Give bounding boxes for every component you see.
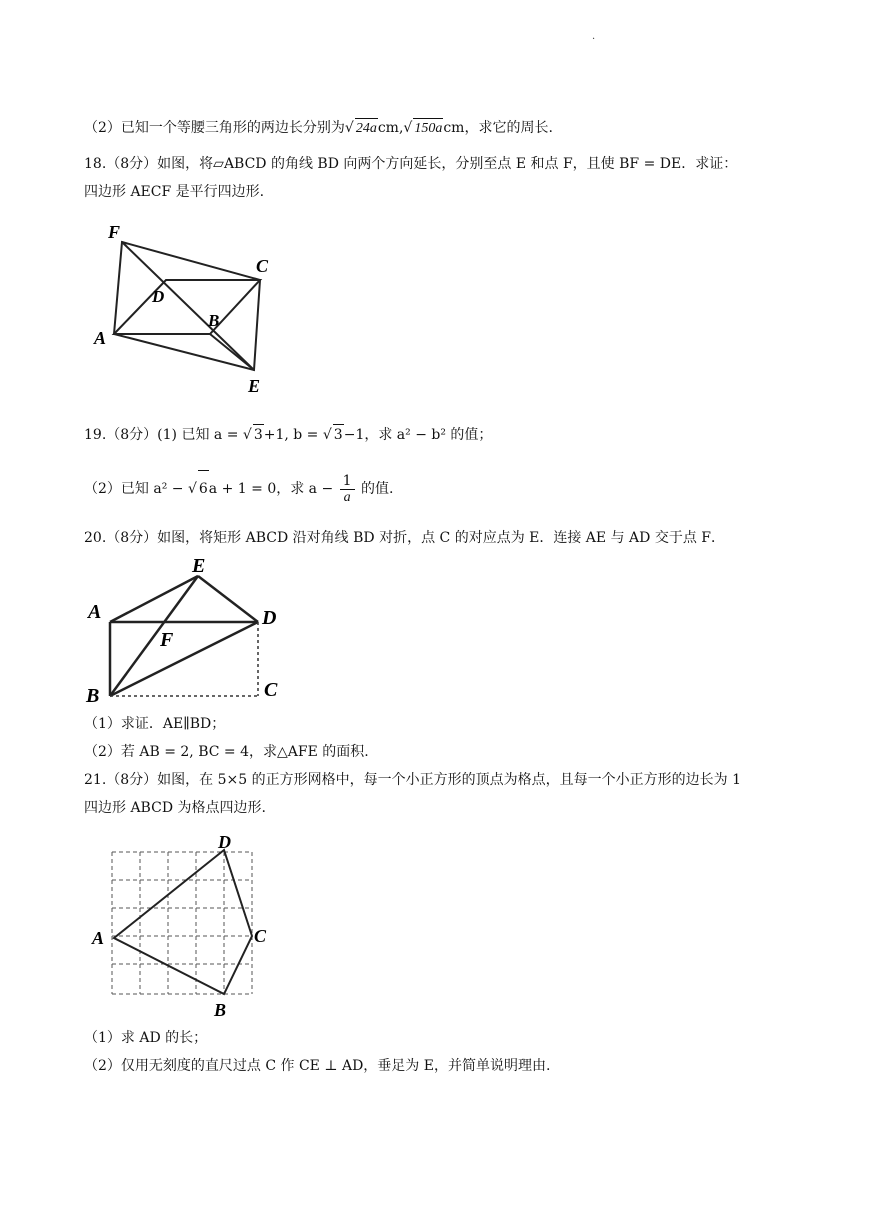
q21-line1: 21.（8分）如图，在 5×5 的正方形网格中，每一个小正方形的顶点为格点，且每一个小正方形的边长为 1	[84, 772, 741, 788]
q21-label-d: D	[218, 832, 231, 852]
q19-radicand-6: 6	[198, 470, 209, 507]
q20-label-d: D	[262, 607, 277, 629]
q20-segment-ae	[110, 576, 198, 622]
q20-part2: （2）若 AB = 2, BC = 4，求△AFE 的面积.	[84, 744, 369, 760]
q19-frac-den: a	[343, 489, 351, 505]
q18-label-c: C	[256, 256, 269, 276]
q21-quadrilateral-abcd	[114, 850, 252, 994]
q17-radicand-1: 24a	[355, 118, 378, 139]
q20-label-a: A	[88, 601, 102, 623]
q17-part2-prefix: （2）已知一个等腰三角形的两边长分别为	[84, 120, 345, 136]
q20-segment-ed	[198, 576, 258, 622]
q21-label-c: C	[254, 926, 267, 946]
q19-line2-suffix: 的值.	[356, 481, 394, 497]
q19-radicand-b: 3	[333, 424, 344, 445]
q18-parallelogram-figure	[84, 218, 294, 398]
q20-label-b: B	[86, 685, 100, 707]
q20-rectangle-figure	[80, 552, 300, 710]
q18-line2: 四边形 AECF 是平行四边形.	[84, 184, 265, 200]
q18-label-e: E	[248, 376, 261, 396]
q20-diagonal-bd	[110, 622, 258, 696]
q20-label-f: F	[160, 629, 174, 651]
q19-line1-mid: +1, b =	[263, 427, 323, 443]
q19-line2: （2）已知 a² − √ 6a + 1 = 0，求 a − $\frac{1}{a}$ 的值.	[84, 470, 393, 507]
q19-radicand-a: 3	[253, 424, 264, 445]
q18-label-b: B	[208, 311, 220, 330]
q17-unit-1: cm,	[377, 120, 404, 136]
q19-line2-prefix: （2）已知 a² −	[84, 481, 188, 497]
q18-label-f: F	[108, 222, 121, 242]
q20-label-c: C	[264, 679, 278, 701]
q21-line2: 四边形 ABCD 为格点四边形.	[84, 800, 266, 816]
q19-fraction	[340, 473, 355, 506]
q19-frac-num: 1	[340, 473, 355, 490]
q17-radicand-2: 150a	[413, 118, 443, 139]
q19-line1-prefix: 19.（8分）(1) 已知 a =	[84, 427, 243, 443]
q21-grid-figure	[84, 828, 284, 1024]
q19-line1: 19.（8分）(1) 已知 a = √ 3+1, b = √ 3−1，求 a² − b² 的值；	[84, 424, 492, 445]
page-mark: ·	[592, 34, 596, 45]
q17-part2: （2）已知一个等腰三角形的两边长分别为√ 24acm,√ 150acm，求它的周长.	[84, 118, 553, 139]
q21-part1: （1）求 AD 的长；	[84, 1030, 208, 1046]
q18-parallelogram-abcd	[114, 280, 260, 334]
q18-line1: 18.（8分）如图，将▱ABCD 的角线 BD 向两个方向延长，分别至点 E 和点 F，且使 BF = DE．求证：	[84, 156, 738, 172]
q21-label-b: B	[214, 1000, 227, 1020]
q20-segment-eb	[110, 576, 198, 696]
q18-label-a: A	[94, 328, 107, 348]
q17-part2-suffix: cm，求它的周长.	[443, 120, 553, 136]
q21-label-a: A	[92, 928, 105, 948]
q20-line1: 20.（8分）如图，将矩形 ABCD 沿对角线 BD 对折，点 C 的对应点为 E．连接 AE 与 AD 交于点 F．	[84, 530, 725, 546]
q19-line1-suffix: −1，求 a² − b² 的值；	[343, 427, 493, 443]
q19-line2-mid: a + 1 = 0，求 a −	[208, 481, 338, 497]
q18-label-d: D	[152, 287, 165, 306]
q20-part1: （1）求证．AE∥BD；	[84, 716, 226, 732]
q20-label-e: E	[192, 555, 206, 577]
q21-part2: （2）仅用无刻度的直尺过点 C 作 CE ⊥ AD，垂足为 E，并简单说明理由.	[84, 1058, 551, 1074]
